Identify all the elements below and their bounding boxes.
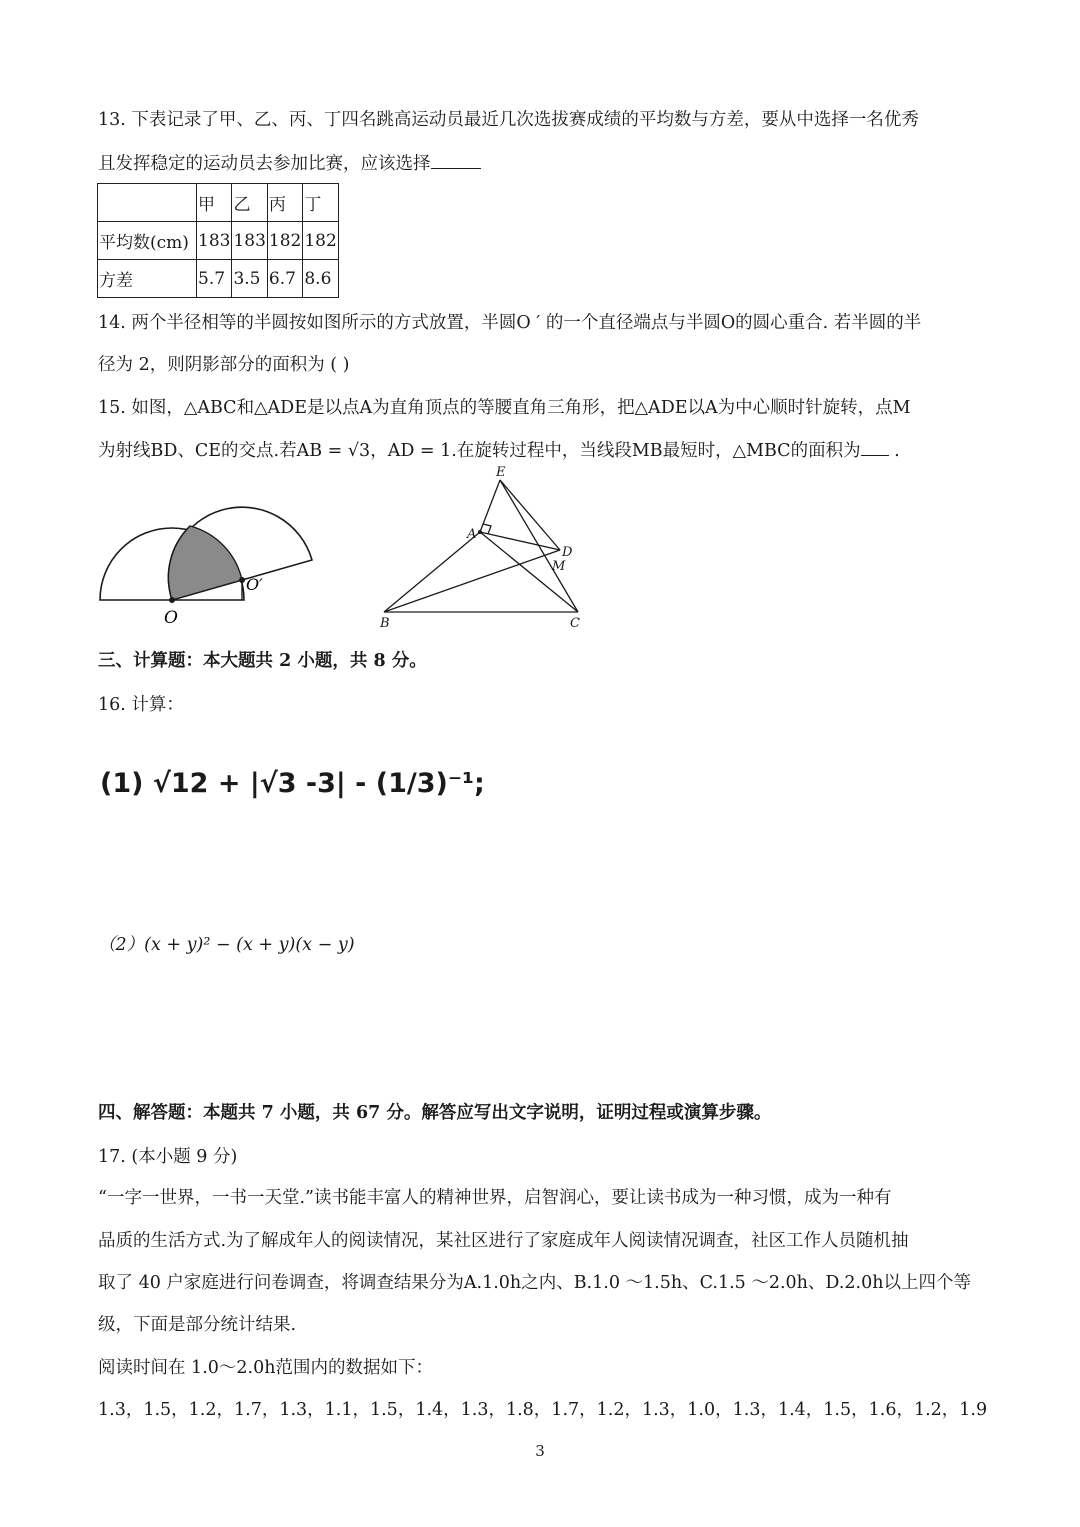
label-a: A	[467, 527, 477, 542]
q17-para4: 级，下面是部分统计结果.	[98, 1315, 297, 1335]
q16-title: 16. 计算：	[98, 695, 184, 715]
q16-part2: （2）(x + y)² − (x + y)(x − y)	[98, 935, 355, 955]
table-row	[98, 222, 339, 260]
q13-answer-blank	[431, 150, 481, 169]
table-cell: 6.7	[267, 260, 302, 298]
q13-line2-text: 且发挥稳定的运动员去参加比赛，应该选择	[98, 154, 431, 174]
label-m: M	[552, 559, 566, 574]
table-cell: 5.7	[197, 260, 232, 298]
q17-data-values: 1.3，1.5，1.2，1.7，1.3，1.1，1.5，1.4，1.3，1.8，1.7，1.2，1.3，1.0，1.3，1.4，1.5，1.6，1.2，1.9	[98, 1400, 988, 1420]
table-cell: 182	[303, 222, 338, 260]
label-d: D	[562, 545, 573, 560]
table-header-cell: 乙	[232, 184, 267, 222]
q15-triangle-figure	[372, 462, 592, 632]
q15-line2-text: 为射线BD、CE的交点.若AB = √3，AD = 1.在旋转过程中，当线段MB最短时，△MBC的面积为	[98, 441, 861, 461]
shaded-intersection	[168, 526, 242, 600]
table-cell: 182	[267, 222, 302, 260]
label-o-prime: O′	[246, 575, 263, 594]
q17-data-intro: 阅读时间在 1.0～2.0h范围内的数据如下：	[98, 1358, 433, 1378]
table-row	[98, 260, 339, 298]
label-c: C	[570, 616, 580, 631]
q13-score-table	[97, 183, 339, 298]
table-cell: 平均数(cm)	[98, 222, 197, 260]
table-cell: 183	[232, 222, 267, 260]
label-e: E	[496, 465, 506, 480]
q15-answer-blank	[861, 437, 889, 456]
q14-semicircle-figure	[90, 478, 330, 628]
q14-line2: 径为 2，则阴影部分的面积为 ( )	[98, 355, 350, 375]
q15-line1: 15. 如图，△ABC和△ADE是以点A为直角顶点的等腰直角三角形，把△ADE以A为中心顺时针旋转，点M	[98, 398, 911, 418]
q14-line1: 14. 两个半径相等的半圆按如图所示的方式放置，半圆O ′ 的一个直径端点与半圆O的圆心重合. 若半圆的半	[98, 313, 922, 333]
label-o: O	[164, 608, 178, 628]
q17-para3: 取了 40 户家庭进行问卷调查，将调查结果分为A.1.0h之内、B.1.0 ～1.5h、C.1.5 ～2.0h、D.2.0h以上四个等	[98, 1273, 972, 1293]
table-cell: 方差	[98, 260, 197, 298]
q15-line2-end: .	[888, 441, 900, 461]
section3-title: 三、计算题：本大题共 2 小题，共 8 分。	[98, 651, 427, 671]
page-number: 3	[535, 1442, 545, 1460]
table-header-cell: 丁	[303, 184, 338, 222]
q16-part1: (1) √12 + |√3 -3| - (1/3)⁻¹;	[100, 768, 485, 799]
table-cell: 183	[197, 222, 232, 260]
table-cell: 3.5	[232, 260, 267, 298]
table-header-cell: 甲	[197, 184, 232, 222]
q13-line2	[98, 150, 481, 177]
q17-para1: “一字一世界，一书一天堂.”读书能丰富人的精神世界，启智润心，要让读书成为一种习惯，成为一种有	[98, 1188, 892, 1208]
table-header-row	[98, 184, 339, 222]
label-b: B	[380, 616, 390, 631]
table-header-cell	[98, 184, 197, 222]
q17-title: 17. (本小题 9 分)	[98, 1147, 238, 1167]
q13-line1: 13. 下表记录了甲、乙、丙、丁四名跳高运动员最近几次选拔赛成绩的平均数与方差，要从中选择一名优秀	[98, 110, 919, 130]
q15-line2	[98, 437, 900, 464]
table-cell: 8.6	[303, 260, 338, 298]
section4-title: 四、解答题：本题共 7 小题，共 67 分。解答应写出文字说明，证明过程或演算步骤。	[98, 1103, 772, 1123]
q17-para2: 品质的生活方式.为了解成年人的阅读情况，某社区进行了家庭成年人阅读情况调查，社区工作人员随机抽	[98, 1231, 909, 1251]
table-header-cell: 丙	[267, 184, 302, 222]
